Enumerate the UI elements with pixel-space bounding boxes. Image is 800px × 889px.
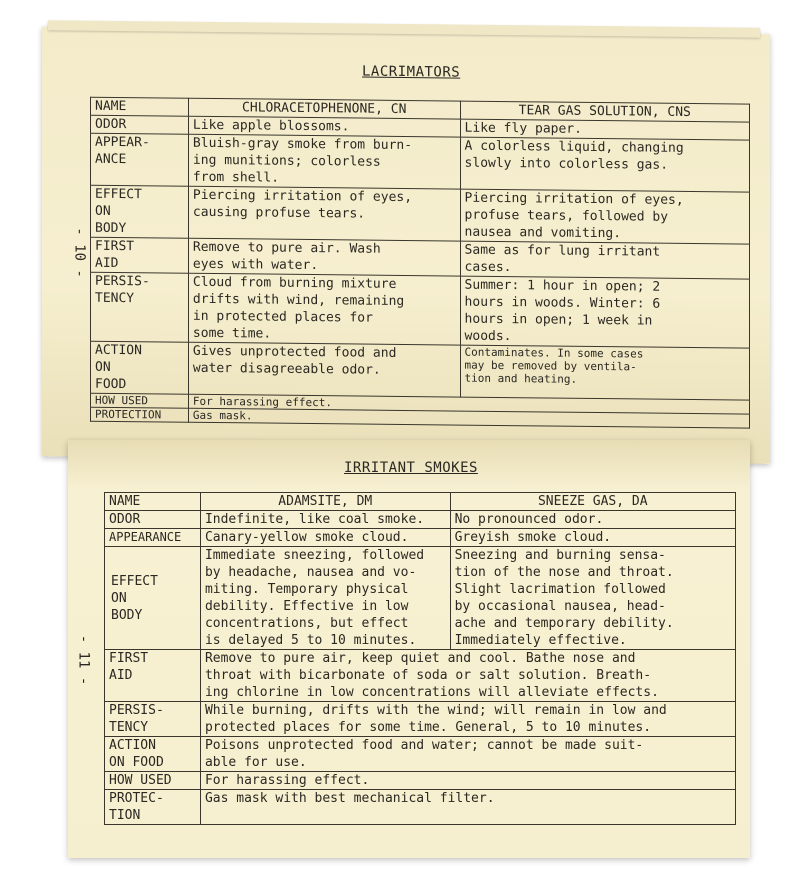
cell-cn: Gives unprotected food and water disagreeable odor. [188,342,460,397]
row-label: APPEARANCE [105,529,201,547]
row-label: HOW USED [91,393,189,408]
row-label: PROTEC- TION [105,790,201,825]
row-label: PROTECTION [91,407,189,422]
cell-cn: Like apple blossoms. [188,116,460,137]
cell-cn: Cloud from burning mixture drifts with wind, remaining in protected places for some time. [188,273,460,345]
row-label: ODOR [105,511,201,529]
table-row-how-used [105,772,736,790]
column-header-cns: TEAR GAS SOLUTION, CNS [460,101,749,122]
cell-cns: Piercing irritation of eyes, profuse tears, followed by nausea and vomiting. [460,189,749,244]
row-label: HOW USED [105,772,201,790]
cell-cn: Bluish-gray smoke from burn- ing munitions; colorless from shell. [188,134,460,189]
column-header-cn: CHLORACETOPHENONE, CN [188,98,460,119]
table-row-persistency [91,272,750,348]
page-title: IRRITANT SMOKES [344,460,478,476]
cell-cns: Same as for lung irritant cases. [460,241,749,279]
table-row-action-on-food [91,341,750,400]
cell-protection: Gas mask with best mechanical filter. [200,790,735,825]
page-number: - 10 - [71,227,88,278]
upper-page [42,26,770,464]
row-label: EFFECT ON BODY [91,185,189,238]
cell-da: No pronounced odor. [450,511,735,529]
cell-cn: Piercing irritation of eyes, causing profuse tears. [188,186,460,241]
cell-first-aid: Remove to pure air, keep quiet and cool. Bathe nose and throat with bicarbonate of soda or salt solution. Breath- ing chlorine in low concentrations will alleviate effects. [200,650,735,702]
row-label: FIRST AID [105,650,201,702]
row-label: PERSIS- TENCY [105,702,201,737]
table-row-protection [105,790,736,825]
cell-dm: Canary-yellow smoke cloud. [200,529,450,547]
cell-cns: Like fly paper. [460,119,749,140]
cell-cn: Remove to pure air. Wash eyes with water. [188,238,460,276]
column-header-name: NAME [91,97,189,116]
table-row-appearance [105,529,736,547]
cell-action-on-food: Poisons unprotected food and water; cannot be made suit- able for use. [200,737,735,772]
cell-dm: Immediate sneezing, followed by headache, nausea and vo- miting. Temporary physical debility. Effective in low concentrations, but effect is delayed 5 to 10 minutes. [200,547,450,650]
cell-da: Greyish smoke cloud. [450,529,735,547]
table-row-appearance [91,133,750,192]
table-row-action-on-food [105,737,736,772]
cell-persistency: While burning, drifts with the wind; will remain in low and protected places for some time. General, 5 to 10 minutes. [200,702,735,737]
row-label: ACTION ON FOOD [105,737,201,772]
cell-cns: Summer: 1 hour in open; 2 hours in woods. Winter: 6 hours in open; 1 week in woods. [460,276,749,348]
page-title: LACRIMATORS [362,63,461,81]
irritant-smokes-table [104,492,736,825]
table-header-row [105,493,736,511]
row-label: ACTION ON FOOD [91,341,189,394]
page-number: - 11 - [75,634,92,686]
row-label: ODOR [91,115,189,134]
table-row-persistency [105,702,736,737]
cell-dm: Indefinite, like coal smoke. [200,511,450,529]
cell-how-used: For harassing effect. [188,394,749,414]
row-label: FIRST AID [91,237,189,273]
lower-page [68,440,750,858]
cell-cns: A colorless liquid, changing slowly into colorless gas. [460,137,749,192]
table-row-odor [105,511,736,529]
column-header-name: NAME [105,493,201,511]
table-row-first-aid [105,650,736,702]
cell-protection: Gas mask. [188,408,749,428]
row-label: APPEAR- ANCE [91,133,189,186]
row-label: EFFECT ON BODY [105,547,201,650]
table-row-effect-on-body [105,547,736,650]
column-header-dm: ADAMSITE, DM [200,493,450,511]
cell-cns: Contaminates. In some cases may be removed by ventila- tion and heating. [460,345,749,400]
cell-how-used: For harassing effect. [200,772,735,790]
row-label: PERSIS- TENCY [91,272,189,342]
table-row-effect-on-body [91,185,750,244]
column-header-da: SNEEZE GAS, DA [450,493,735,511]
cell-da: Sneezing and burning sensa- tion of the nose and throat. Slight lacrimation followed by occasional nausea, head- ache and temporary debility. Immediately effective. [450,547,735,650]
lacrimators-table [90,97,750,429]
